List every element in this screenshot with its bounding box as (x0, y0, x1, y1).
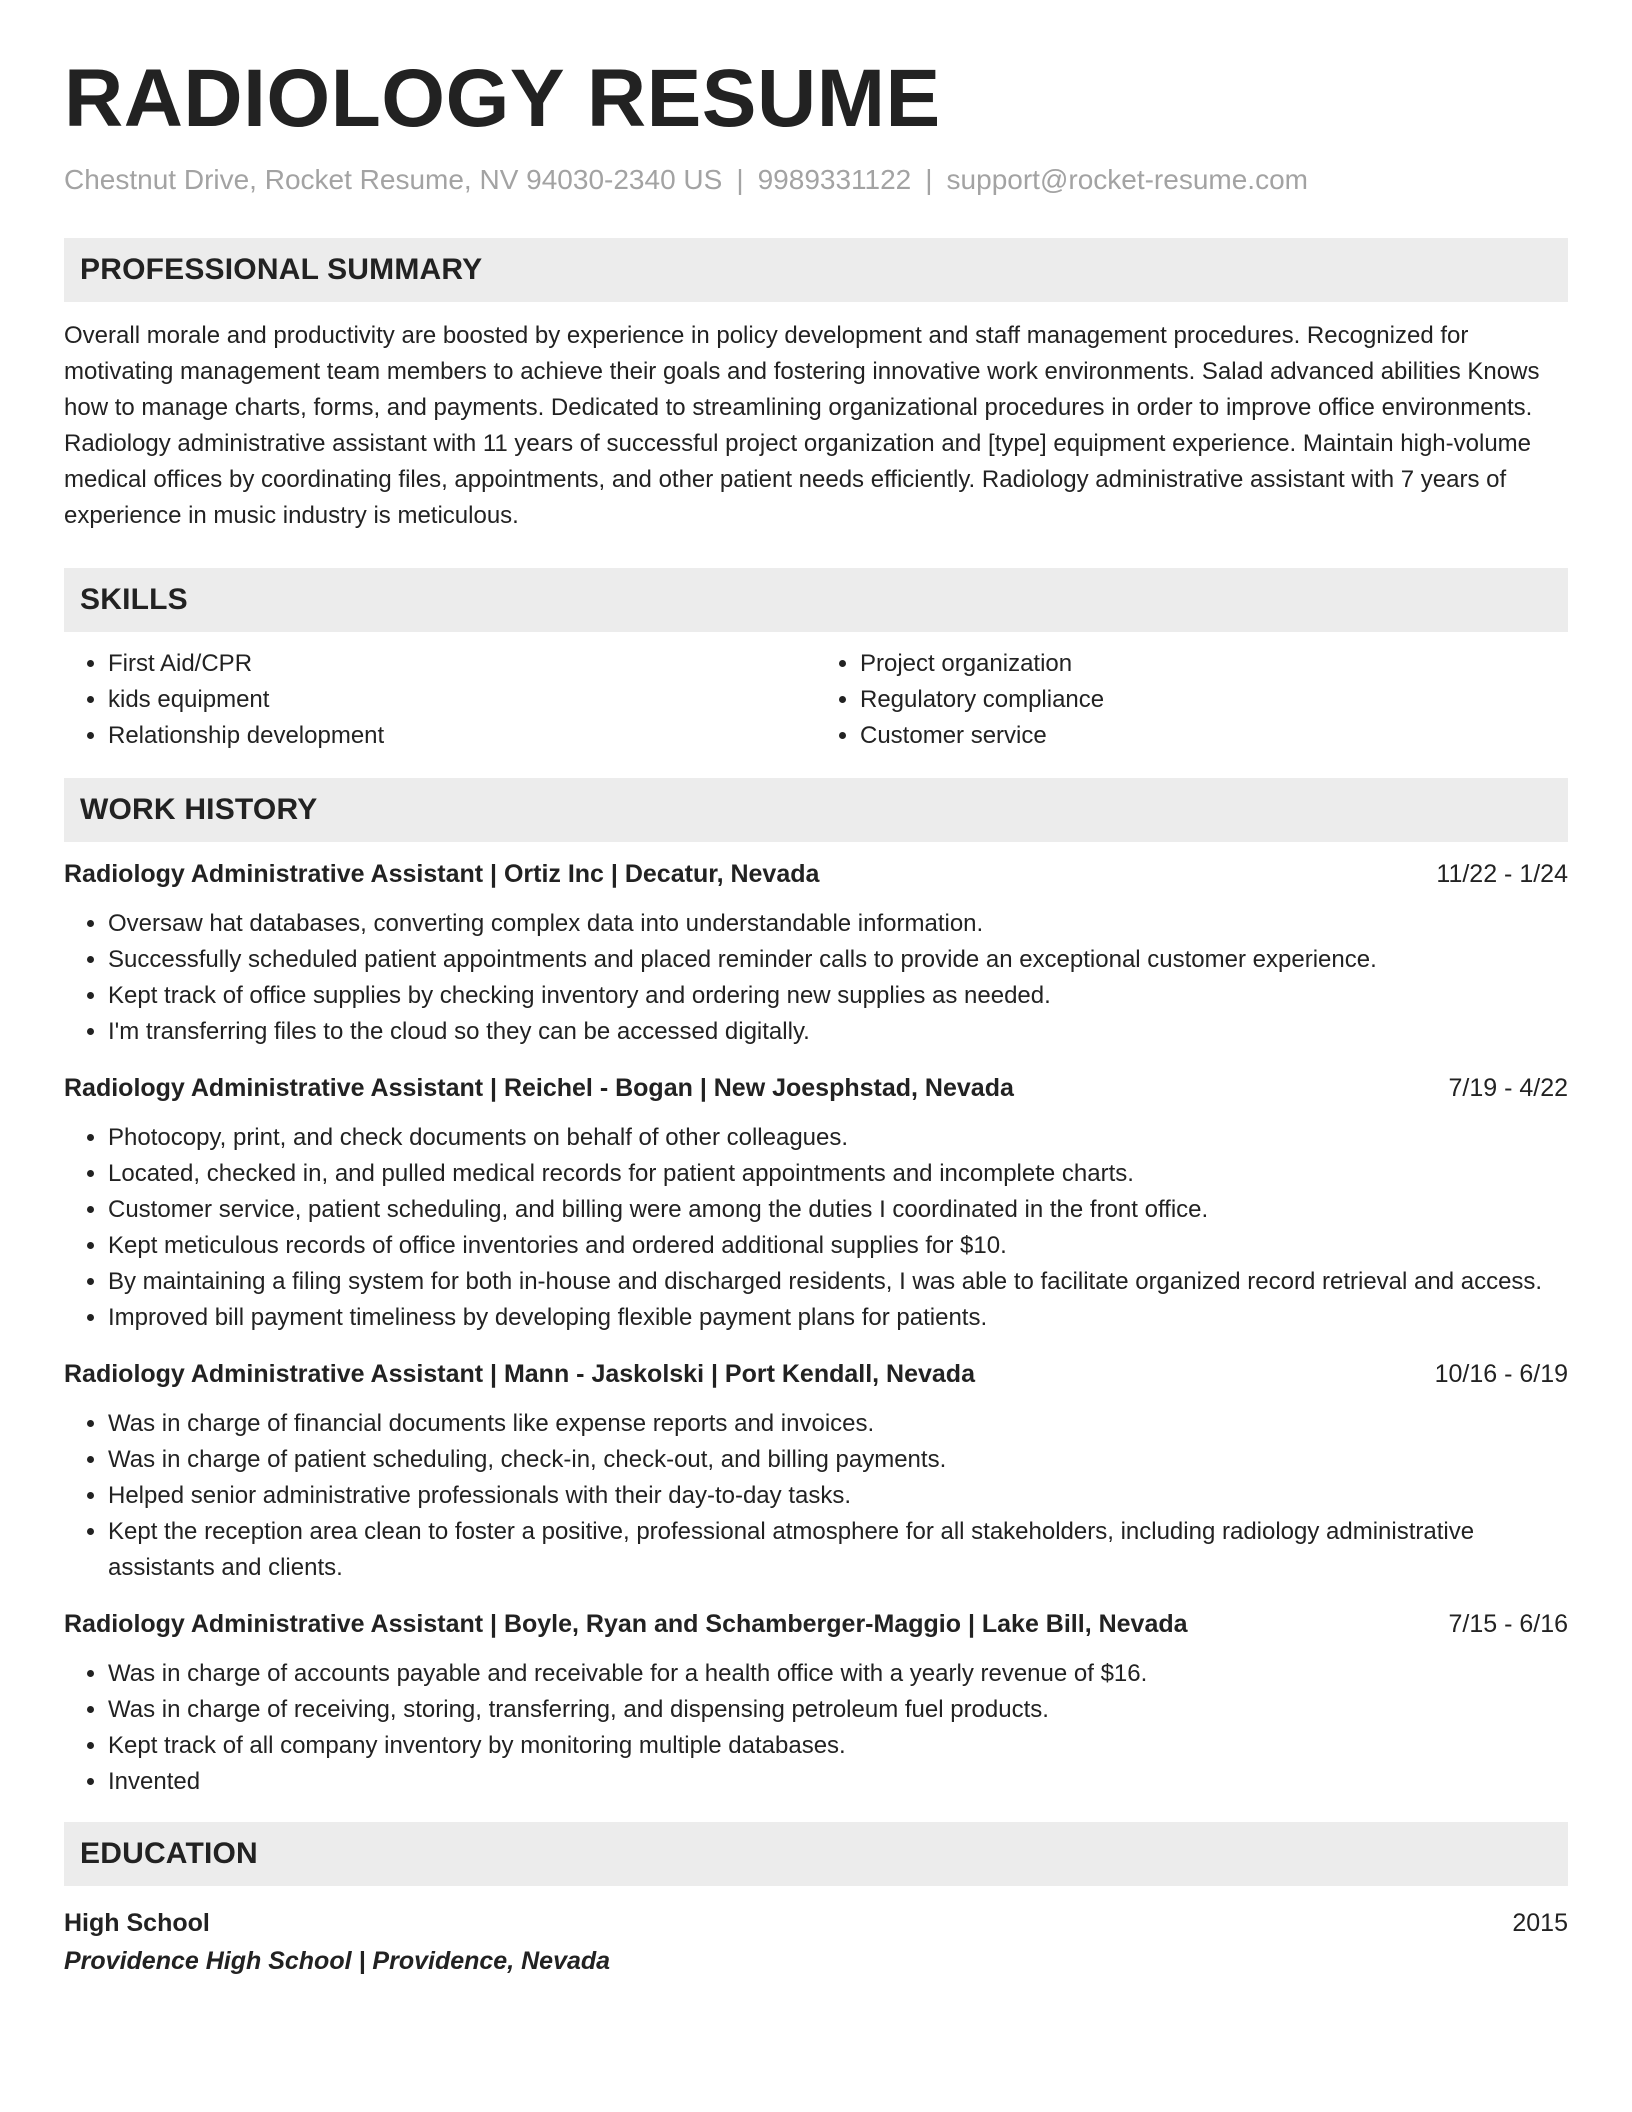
job-bullet: • Was in charge of receiving, storing, transferring, and dispensing petroleum fuel products. (108, 1692, 1568, 1728)
contact-phone: 9989331122 (757, 164, 912, 196)
job-entry (64, 1606, 1568, 1800)
job-entry (64, 1356, 1568, 1586)
section-header-skills: SKILLS (64, 568, 1568, 632)
skill-item: • Customer service (860, 718, 1568, 754)
job-bullet: • Photocopy, print, and check documents on behalf of other colleagues. (108, 1120, 1568, 1156)
job-header (64, 1356, 1568, 1392)
resume-title: RADIOLOGY RESUME (64, 53, 941, 144)
job-bullet: • Kept the reception area clean to foster a positive, professional atmosphere for all stakeholders, including radiology administrative assistants and clients. (108, 1514, 1568, 1586)
contact-separator: | (736, 164, 744, 196)
job-title: Radiology Administrative Assistant | Ortiz Inc | Decatur, Nevada (64, 860, 820, 889)
job-bullet: • Invented (108, 1764, 1568, 1800)
job-bullets (64, 1656, 1568, 1800)
job-dates: 7/15 - 6/16 (1448, 1610, 1568, 1639)
job-title: Radiology Administrative Assistant | Mann - Jaskolski | Port Kendall, Nevada (64, 1360, 975, 1389)
contact-line (64, 162, 1568, 198)
skill-item: • kids equipment (108, 682, 816, 718)
job-header (64, 1606, 1568, 1642)
job-bullet: • Was in charge of financial documents like expense reports and invoices. (108, 1406, 1568, 1442)
skill-item: • Relationship development (108, 718, 816, 754)
job-bullet: • Was in charge of accounts payable and receivable for a health office with a yearly revenue of $16. (108, 1656, 1568, 1692)
job-bullet: • Kept meticulous records of office inventories and ordered additional supplies for $10. (108, 1228, 1568, 1264)
job-bullet: • Helped senior administrative professionals with their day-to-day tasks. (108, 1478, 1568, 1514)
job-header (64, 1070, 1568, 1106)
job-dates: 10/16 - 6/19 (1434, 1360, 1568, 1389)
job-entry (64, 1070, 1568, 1336)
education-degree: High School (64, 1909, 210, 1938)
education-year: 2015 (1512, 1909, 1568, 1938)
job-bullet: • Improved bill payment timeliness by developing flexible payment plans for patients. (108, 1300, 1568, 1336)
skill-item: • Regulatory compliance (860, 682, 1568, 718)
job-bullet: • Was in charge of patient scheduling, check-in, check-out, and billing payments. (108, 1442, 1568, 1478)
job-bullet: • Successfully scheduled patient appointments and placed reminder calls to provide an exceptional customer experience. (108, 942, 1568, 978)
education-header (64, 1904, 1568, 1942)
contact-address: Chestnut Drive, Rocket Resume, NV 94030-2340 US (64, 164, 723, 196)
job-entry (64, 856, 1568, 1050)
contact-separator: | (925, 164, 933, 196)
job-bullet: • Oversaw hat databases, converting complex data into understandable information. (108, 906, 1568, 942)
section-header-education: EDUCATION (64, 1822, 1568, 1886)
education-school: Providence High School | Providence, Nevada (64, 1947, 611, 1976)
skills-column-left (64, 646, 816, 754)
work-history-list (64, 856, 1568, 1800)
skill-item: • Project organization (860, 646, 1568, 682)
section-header-work-history: WORK HISTORY (64, 778, 1568, 842)
job-bullet: • Located, checked in, and pulled medical records for patient appointments and incomplete charts. (108, 1156, 1568, 1192)
section-header-summary: PROFESSIONAL SUMMARY (64, 238, 1568, 302)
skills-list (64, 646, 1568, 754)
job-dates: 7/19 - 4/22 (1448, 1074, 1568, 1103)
job-bullets (64, 1120, 1568, 1336)
skills-column-right (816, 646, 1568, 754)
job-bullet: • I'm transferring files to the cloud so they can be accessed digitally. (108, 1014, 1568, 1050)
skill-item: • First Aid/CPR (108, 646, 816, 682)
job-title: Radiology Administrative Assistant | Reichel - Bogan | New Joesphstad, Nevada (64, 1074, 1014, 1103)
job-header (64, 856, 1568, 892)
job-bullet: • Kept track of all company inventory by monitoring multiple databases. (108, 1728, 1568, 1764)
job-title: Radiology Administrative Assistant | Boyle, Ryan and Schamberger-Maggio | Lake Bill, Nevada (64, 1610, 1188, 1639)
job-bullets (64, 1406, 1568, 1586)
job-bullets (64, 906, 1568, 1050)
job-bullet: • Customer service, patient scheduling, and billing were among the duties I coordinated in the front office. (108, 1192, 1568, 1228)
contact-email: support@rocket-resume.com (946, 164, 1308, 196)
job-bullet: • By maintaining a filing system for both in-house and discharged residents, I was able to facilitate organized record retrieval and access. (108, 1264, 1568, 1300)
job-dates: 11/22 - 1/24 (1436, 860, 1568, 889)
summary-text: Overall morale and productivity are boosted by experience in policy development and staff management procedures. Recognized for motivating management team members to achieve their goals and fostering innovative work environments. Salad advanced abilities Knows how to manage charts, forms, and payments. Dedicated to streamlining organizational procedures in order to improve office environments. Radiology administrative assistant with 11 years of successful project organization and [type] equipment experience. Maintain high-volume medical offices by coordinating files, appointments, and other patient needs efficiently. Radiology administrative assistant with 7 years of experience in music industry is meticulous. (64, 322, 1540, 530)
job-bullet: • Kept track of office supplies by checking inventory and ordering new supplies as needed. (108, 978, 1568, 1014)
education-entry (64, 1904, 1568, 1980)
